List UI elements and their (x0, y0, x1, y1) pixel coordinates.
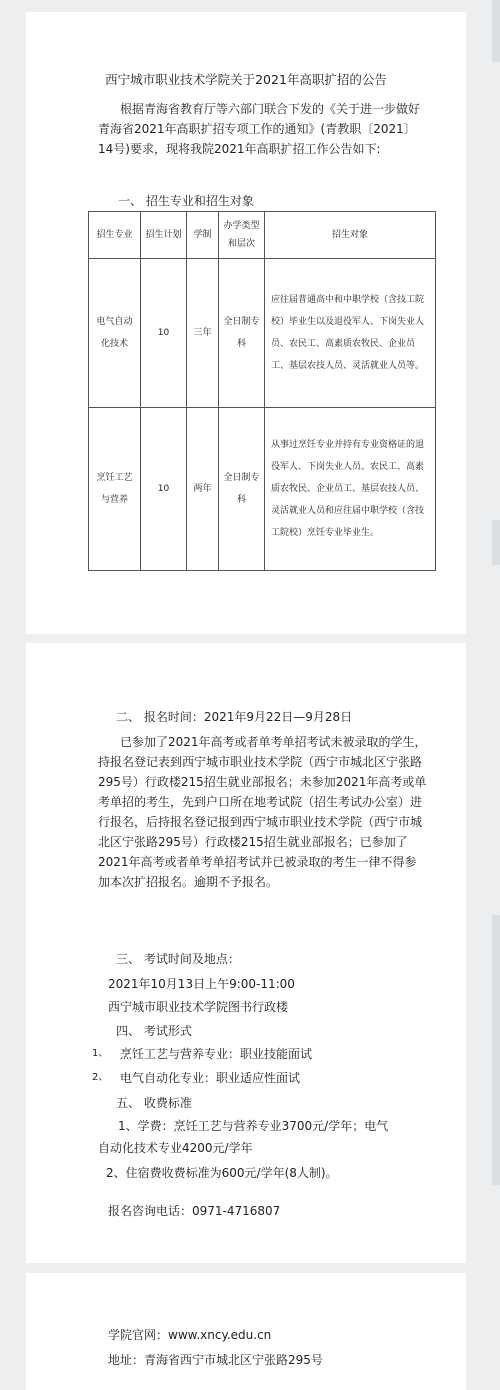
intro-paragraph: 根据青海省教育厅等六部门联合下发的《关于进一步做好青海省2021年高职扩招专项工作的通知》(青教职〔2021〕14号)要求，现将我院2021年高职扩招工作公告如下: (98, 102, 421, 156)
table-row (89, 259, 436, 408)
form-1-number: 1、 (92, 1048, 109, 1059)
scroll-indicator-mid[interactable] (492, 520, 500, 565)
document-page-1 (26, 12, 466, 634)
scroll-indicator-lower[interactable] (492, 915, 500, 1185)
table-header-row (89, 212, 436, 259)
cell-plan: 10 (141, 259, 187, 408)
college-website[interactable]: 学院官网：www.xncy.edu.cn (108, 1328, 272, 1342)
section-3-heading: 三、 考试时间及地点： (116, 952, 240, 966)
fee-2-line: 2、住宿费收费标准为600元/学年(8人制)。 (106, 1166, 338, 1180)
header-target: 招生对象 (265, 212, 436, 259)
table-row (89, 408, 436, 571)
header-major: 招生专业 (89, 212, 141, 259)
document-page-3 (26, 1273, 466, 1390)
cell-major: 烹饪工艺与营养 (89, 408, 141, 571)
scroll-indicator-top[interactable] (492, 0, 500, 62)
section-2-heading: 二、 报名时间：2021年9月22日—9月28日 (116, 710, 353, 724)
exam-time: 2021年10月13日上午9:00-11:00 (108, 977, 295, 991)
form-2-number: 2、 (92, 1072, 109, 1083)
enrollment-table (88, 211, 436, 571)
cell-major: 电气自动化技术 (89, 259, 141, 408)
fee-1-line-a: 1、学费：烹饪工艺与营养专业3700元/学年；电气 (118, 1119, 389, 1133)
section-5-heading: 五、 收费标准 (116, 1096, 192, 1110)
form-2-text: 电气自动化专业：职业适应性面试 (120, 1071, 301, 1085)
cell-plan: 10 (141, 408, 187, 571)
form-1-text: 烹饪工艺与营养专业：职业技能面试 (120, 1047, 313, 1061)
college-address: 地址：青海省西宁市城北区宁张路295号 (108, 1353, 323, 1367)
header-type: 办学类型和层次 (219, 212, 265, 259)
fee-1-line-b: 自动化技术专业4200元/学年 (98, 1141, 253, 1155)
header-duration: 学制 (187, 212, 219, 259)
announcement-title: 西宁城市职业技术学院关于2021年高职扩招的公告 (105, 72, 387, 87)
contact-phone: 报名咨询电话：0971-4716807 (108, 1204, 281, 1218)
cell-duration: 两年 (187, 408, 219, 571)
header-plan: 招生计划 (141, 212, 187, 259)
exam-place: 西宁城市职业技术学院图书行政楼 (108, 1000, 289, 1014)
cell-type: 全日制专科 (219, 259, 265, 408)
cell-type: 全日制专科 (219, 408, 265, 571)
section-4-heading: 四、 考试形式 (116, 1024, 192, 1038)
registration-paragraph: 已参加了2021年高考或者单考单招考试未被录取的学生，持报名登记表到西宁城市职业技术学院（西宁市城北区宁张路295号）行政楼215招生就业部报名；未参加2021年高考或单考单招的考生，先到户口所在地考试院（招生考试办公室）进行报名，后持报名登记报到西宁城市职业技术学院（西宁市城北区宁张路295号）行政楼215招生就业部报名；已参加了2021年高考或者单考单招考试并已被录取的考生一律不得参加本次扩招报名。逾期不予报名。 (98, 735, 427, 889)
document-page-2 (26, 643, 466, 1263)
cell-duration: 三年 (187, 259, 219, 408)
section-1-heading: 一、 招生专业和招生对象 (118, 194, 254, 208)
cell-target: 应往届普通高中和中职学校（含技工院校）毕业生以及退役军人、下岗失业人员、农民工、高素质农牧民、企业员工、基层农技人员、灵活就业人员等。 (265, 259, 436, 408)
cell-target: 从事过烹饪专业并持有专业资格证的退役军人、下岗失业人员、农民工、高素质农牧民、企业员工、基层农技人员、灵活就业人员和应往届中职学校（含技工院校）烹饪专业毕业生。 (265, 408, 436, 571)
